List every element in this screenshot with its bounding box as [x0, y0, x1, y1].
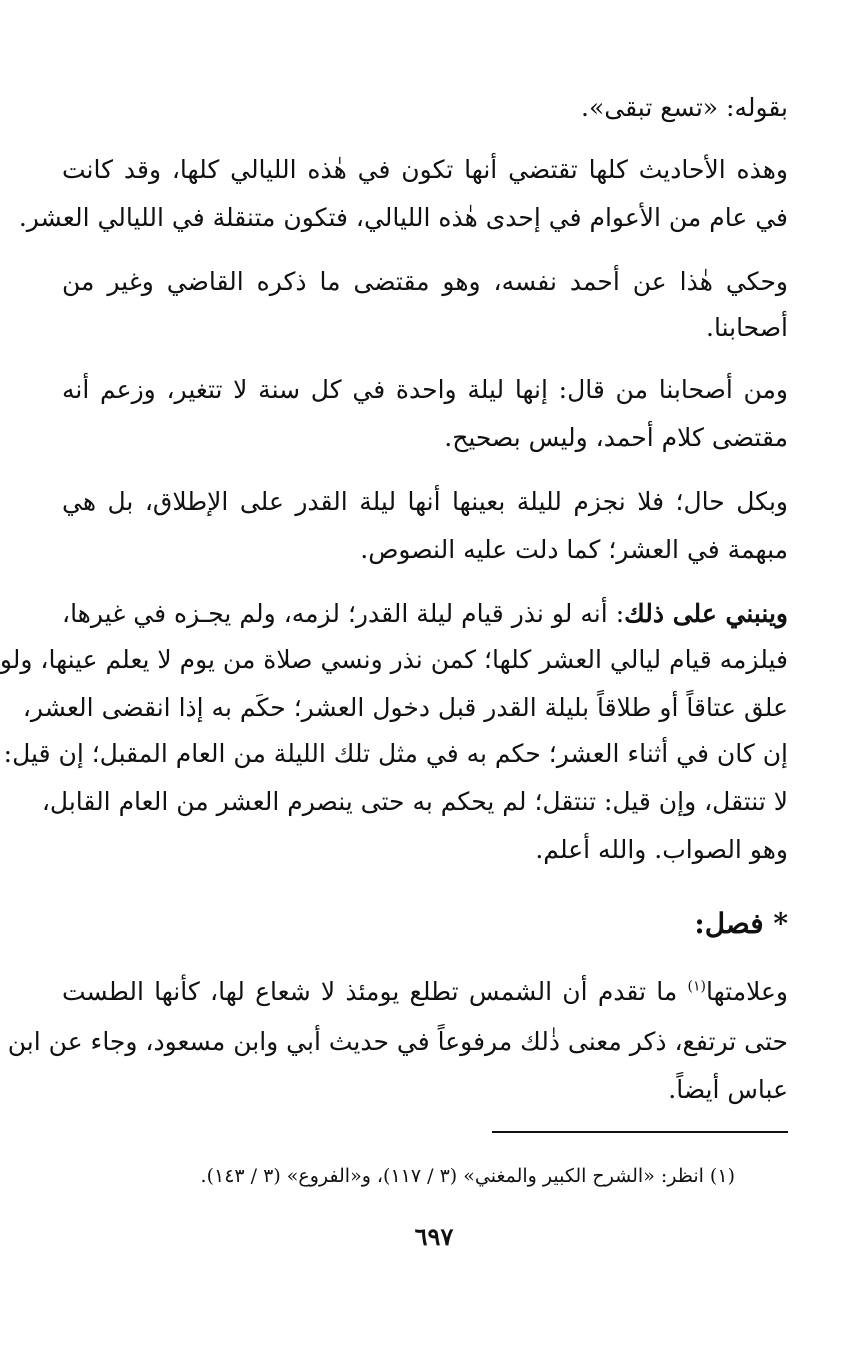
text-line-1: بقوله: «تسع تبقى».	[581, 93, 788, 122]
footnote-text: (١) انظر: «الشرح الكبير والمغني» (٣ / ١١٧)، و«الفروع» (٣ / ١٤٣).	[200, 1165, 735, 1187]
text-line-14: لا تنتقل، وإن قيل: تنتقل؛ لم يحكم به حتى ينصرم العشر من العام القابل،	[41, 787, 788, 816]
text-line-18: عباس أيضاً.	[668, 1075, 788, 1104]
text-line-6: ومن أصحابنا من قال: إنها ليلة واحدة في كل سنة لا تتغير، وزعم أنه	[62, 375, 788, 404]
text-line-4: وحكي هٰذا عن أحمد نفسه، وهو مقتضى ما ذكره القاضي وغير من	[62, 267, 788, 296]
paragraph-rest: ما تقدم أن الشمس تطلع يومئذ لا شعاع لها، كأنها الطست	[62, 977, 688, 1006]
text-line-16	[62, 972, 788, 1012]
footnote-reference[interactable]: (١)	[687, 978, 707, 995]
paragraph-lead-bold: وينبني على ذلك	[624, 599, 788, 628]
text-line-9: مبهمة في العشر؛ كما دلت عليه النصوص.	[360, 535, 788, 564]
text-line-17: حتى ترتفع، ذكر معنى ذٰلك مرفوعاً في حديث أبي وابن مسعود، وجاء عن ابن	[7, 1027, 788, 1056]
text-line-2: وهذه الأحاديث كلها تقتضي أنها تكون في هٰذه الليالي كلها، وقد كانت	[62, 155, 788, 184]
text-line-7: مقتضى كلام أحمد، وليس بصحيح.	[444, 423, 788, 452]
page-number: ٦٩٧	[414, 1222, 454, 1251]
text-line-10	[62, 594, 788, 634]
text-line-11: فيلزمه قيام ليالي العشر كلها؛ كمن نذر ونسي صلاة من يوم لا يعلم عينها، ولو	[0, 645, 788, 674]
text-line-3: في عام من الأعوام في إحدى هٰذه الليالي، فتكون متنقلة في الليالي العشر.	[18, 203, 788, 232]
paragraph-start: وعلامتها	[706, 977, 788, 1006]
text-line-13: إن كان في أثناء العشر؛ حكم به في مثل تلك الليلة من العام المقبل؛ إن قيل:	[3, 739, 788, 768]
text-line-15: وهو الصواب. والله أعلم.	[535, 835, 788, 864]
section-heading: * فصل:	[694, 907, 788, 940]
text-line-5: أصحابنا.	[706, 313, 788, 342]
text-line-12: علق عتاقاً أو طلاقاً بليلة القدر قبل دخول العشر؛ حكَم به إذا انقضى العشر،	[22, 693, 788, 722]
footnote-divider	[492, 1131, 788, 1133]
paragraph-rest: : أنه لو نذر قيام ليلة القدر؛ لزمه، ولم يجـزه في غيرها،	[62, 599, 625, 628]
text-line-8: وبكل حال؛ فلا نجزم لليلة بعينها أنها ليلة القدر على الإطلاق، بل هي	[62, 487, 788, 516]
